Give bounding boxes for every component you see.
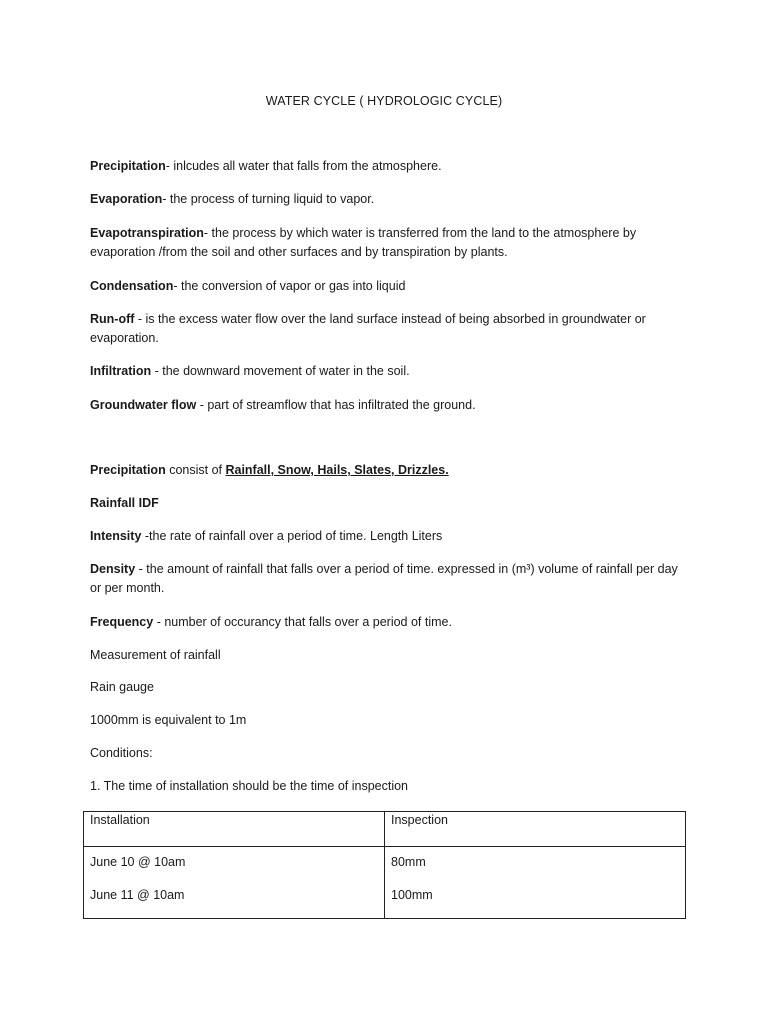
note-conversion: 1000mm is equivalent to 1m: [90, 713, 247, 727]
definition-groundwater-flow: [90, 396, 680, 415]
table-header-installation: Installation: [84, 812, 385, 847]
definition-infiltration: [90, 362, 680, 381]
precipitation-list: Rainfall, Snow, Hails, Slates, Drizzles.: [225, 463, 449, 477]
table-row: [84, 847, 686, 919]
inspection-entry: 80mm: [391, 855, 426, 869]
installation-inspection-table: [83, 811, 686, 919]
table-cell-inspection: [385, 847, 686, 919]
note-condition-1: 1. The time of installation should be the time of inspection: [90, 779, 409, 793]
term: Density: [90, 562, 136, 576]
page-title: WATER CYCLE ( HYDROLOGIC CYCLE): [265, 94, 503, 108]
definition-evapotranspiration: [90, 224, 680, 262]
definition-frequency: [90, 613, 680, 632]
definition-text: - the downward movement of water in the soil.: [151, 364, 410, 378]
definition-condensation: [90, 277, 680, 296]
term: Precipitation: [90, 159, 166, 173]
term: Evaporation: [90, 192, 163, 206]
precipitation-types: [90, 461, 680, 480]
definition-text: -the rate of rainfall over a period of time. Length Liters: [141, 529, 443, 543]
definition-text: - the process of turning liquid to vapor.: [162, 192, 375, 206]
definition-run-off: [90, 310, 680, 348]
definition-text: - the process by which water is transferred from the land to the atmosphere by evaporation /from the soil and other surfaces and by transpiration by plants.: [90, 226, 637, 259]
table-header-row: [84, 812, 686, 847]
term: Precipitation: [90, 463, 166, 477]
term: Run-off: [90, 312, 135, 326]
definition-text: - inlcudes all water that falls from the atmosphere.: [165, 159, 442, 173]
table-cell-installation: [84, 847, 385, 919]
table-header-inspection: Inspection: [385, 812, 686, 847]
definition-density: [90, 560, 680, 598]
term: Groundwater flow: [90, 398, 197, 412]
definition-precipitation: [90, 157, 680, 176]
inspection-entry: 100mm: [391, 888, 433, 902]
term: Evapotranspiration: [90, 226, 204, 240]
installation-entry: June 10 @ 10am: [90, 855, 186, 869]
note-rain-gauge: Rain gauge: [90, 680, 154, 694]
term: Condensation: [90, 279, 174, 293]
definition-text: - part of streamflow that has infiltrated the ground.: [196, 398, 476, 412]
precipitation-connector: consist of: [165, 463, 226, 477]
term: Intensity: [90, 529, 142, 543]
note-conditions: Conditions:: [90, 746, 153, 760]
definition-text: - the amount of rainfall that falls over a period of time. expressed in (m³) volume of rainfall per day or per month.: [90, 562, 678, 595]
note-measurement: Measurement of rainfall: [90, 648, 221, 662]
idf-heading: Rainfall IDF: [90, 496, 159, 510]
definition-text: - is the excess water flow over the land surface instead of being absorbed in groundwater or evaporation.: [90, 312, 646, 345]
definition-intensity: [90, 527, 680, 546]
definition-text: - the conversion of vapor or gas into liquid: [173, 279, 406, 293]
term: Frequency: [90, 615, 154, 629]
installation-entry: June 11 @ 10am: [90, 888, 185, 902]
definition-text: - number of occurancy that falls over a period of time.: [153, 615, 452, 629]
definition-evaporation: [90, 190, 680, 209]
term: Infiltration: [90, 364, 152, 378]
